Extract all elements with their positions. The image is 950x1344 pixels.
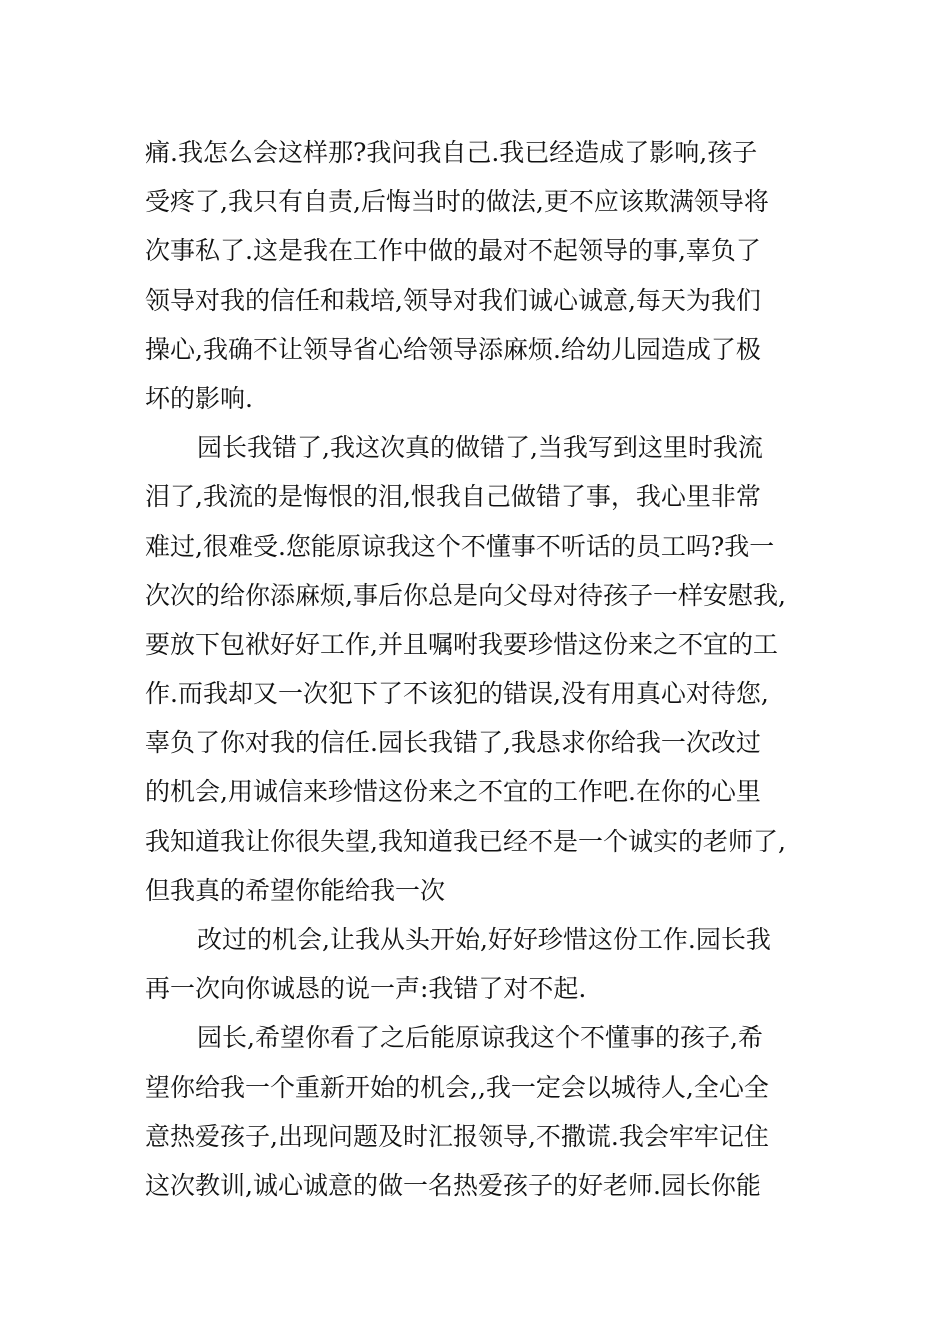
text-line: 作.而我却又一次犯下了不该犯的错误,没有用真心对待您, [145,679,769,709]
text-line: 痛.我怎么会这样那?我问我自己.我已经造成了影响,孩子 [145,138,758,167]
document-body [145,128,810,1210]
text-line: 这次教训,诚心诚意的做一名热爱孩子的好老师.园长你能 [145,1170,761,1200]
text-line: 园长我错了,我这次真的做错了,当我写到这里时我流 [197,433,763,463]
text-line: 次次的给你添麻烦,事后你总是向父母对待孩子一样安慰我, [145,580,786,610]
text-line: 改过的机会,让我从头开始,好好珍惜这份工作.园长我 [197,925,771,954]
text-line: 坏的影响. [145,383,253,413]
text-line: 要放下包袱好好工作,并且嘱咐我要珍惜这份来之不宜的工 [145,629,778,659]
text-line: 园长,希望你看了之后能原谅我这个不懂事的孩子,希 [197,1023,763,1053]
text-line: 但我真的希望你能给我一次 [145,875,446,905]
text-line: 我知道我让你很失望,我知道我已经不是一个诚实的老师了, [145,826,786,856]
paragraph-1 [145,128,810,423]
text-line: 难过,很难受.您能原谅我这个不懂事不听话的员工吗?我一 [145,531,775,561]
text-line: 的机会,用诚信来珍惜这份来之不宜的工作吧.在你的心里 [145,777,761,807]
text-line: 次事私了.这是我在工作中做的最对不起领导的事,辜负了 [145,236,761,266]
text-line: 意热爱孩子,出现问题及时汇报领导,不撒谎.我会牢牢记住 [145,1121,769,1151]
text-line: 再一次向你诚恳的说一声:我错了对不起. [145,974,587,1004]
text-line: 辜负了你对我的信任.园长我错了,我恳求你给我一次改过 [145,728,761,758]
text-line: 领导对我的信任和栽培,领导对我们诚心诚意,每天为我们 [145,285,761,315]
paragraph-2 [145,423,810,915]
text-line: 受疼了,我只有自责,后悔当时的做法,更不应该欺满领导将 [145,187,769,217]
text-line: 泪了,我流的是悔恨的泪,恨我自己做错了事，我心里非常 [145,482,761,512]
paragraph-4 [145,1013,810,1210]
text-line: 操心,我确不让领导省心给领导添麻烦.给幼儿园造成了极 [145,334,761,364]
text-line: 望你给我一个重新开始的机会,,我一定会以城待人,全心全 [145,1072,769,1102]
paragraph-3 [145,915,810,1013]
